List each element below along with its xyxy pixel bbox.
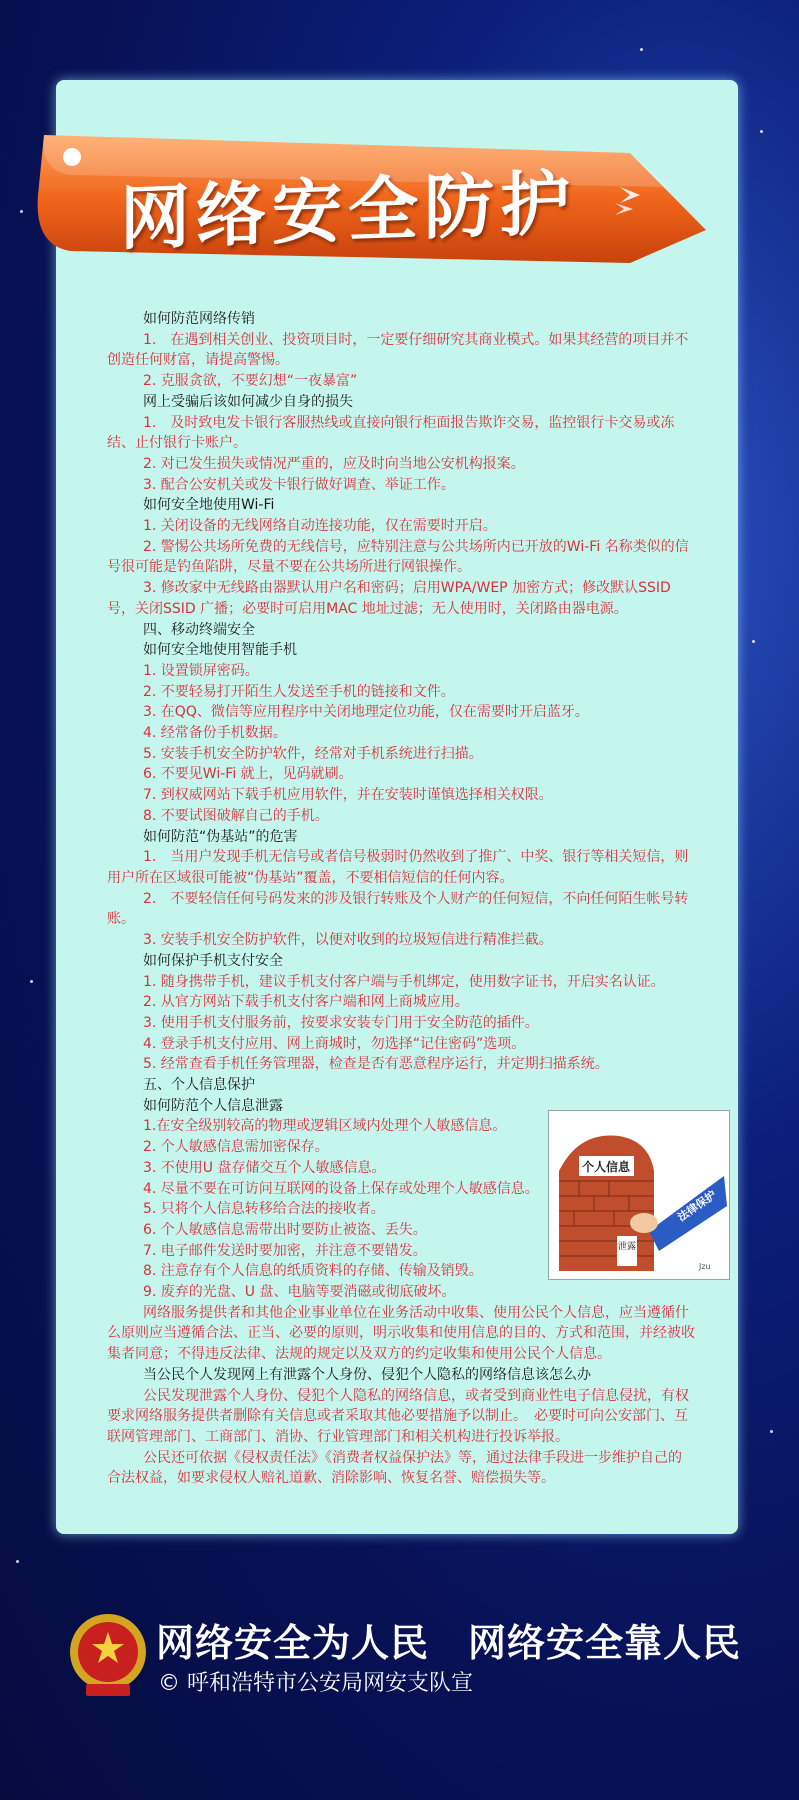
paragraph: 2. 从官方网站下载手机支付客户端和网上商城应用。 bbox=[143, 994, 469, 1011]
paragraph: 8. 不要试图破解自己的手机。 bbox=[143, 807, 329, 824]
paragraph: 3. 不使用U 盘存储交互个人敏感信息。 bbox=[143, 1159, 386, 1176]
section-heading: 如何保护手机支付安全 bbox=[143, 952, 283, 969]
section-heading: 五、个人信息保护 bbox=[143, 1077, 255, 1094]
paragraph: 2. 对已发生损失或情况严重的，应及时向当地公安机构报案。 bbox=[143, 455, 525, 472]
paragraph: 1. 设置锁屏密码。 bbox=[143, 662, 259, 679]
section-heading: 如何安全地使用智能手机 bbox=[143, 642, 297, 659]
paragraph: 3. 在QQ、微信等应用程序中关闭地理定位功能，仅在需要时开启蓝牙。 bbox=[143, 704, 589, 721]
section-heading: 网上受骗后该如何减少自身的损失 bbox=[143, 393, 353, 410]
article-body bbox=[107, 309, 695, 1489]
paragraph: 5. 安装手机安全防护软件，经常对手机系统进行扫描。 bbox=[143, 745, 483, 762]
paragraph: 公民发现泄露个人身份、侵犯个人隐私的网络信息，或者受到商业性电子信息侵扰，有权要求网络服务提供者删除有关信息或者采取其他必要措施予以制止。 必要时可向公安部门、互联网管理部门、工商部门、消协、行业管理部门和相关机构进行投诉举报。 bbox=[107, 1387, 689, 1445]
arm-label: 法律保护 bbox=[675, 1188, 719, 1225]
section-heading: 如何防范“伪基站”的危害 bbox=[143, 828, 298, 845]
section-heading: 如何防范个人信息泄露 bbox=[143, 1097, 283, 1114]
paragraph: 2. 不要轻易打开陌生人发送至手机的链接和文件。 bbox=[143, 683, 455, 700]
paragraph: 2. 警惕公共场所免费的无线信号，应特别注意与公共场所内已开放的Wi-Fi 名称类似的信号很可能是钓鱼陷阱，尽量不要在公共场所进行网银操作。 bbox=[107, 538, 689, 576]
paragraph: 1. 关闭设备的无线网络自动连接功能，仅在需要时开启。 bbox=[143, 518, 497, 535]
law-protection-illustration bbox=[548, 1110, 730, 1280]
paragraph: 5. 只将个人信息转移给合法的接收者。 bbox=[143, 1201, 385, 1218]
footer-slogan: 网络安全为人民 网络安全靠人民 bbox=[156, 1621, 742, 1665]
paragraph: 1. 随身携带手机，建议手机支付客户端与手机绑定，使用数字证书，开启实名认证。 bbox=[143, 973, 665, 990]
wall-label: 个人信息 bbox=[581, 1160, 631, 1174]
footer-organization: © 呼和浩特市公安局网安支队宣 bbox=[158, 1671, 473, 1696]
paragraph: 4. 登录手机支付应用、网上商城时，勿选择“记住密码”选项。 bbox=[143, 1035, 526, 1052]
paragraph: 1. 在遇到相关创业、投资项目时，一定要仔细研究其商业模式。如果其经营的项目并不创造任何财富，请提高警惕。 bbox=[107, 331, 689, 369]
paragraph: 4. 经常备份手机数据。 bbox=[143, 725, 287, 742]
leak-label: 泄露 bbox=[617, 1242, 637, 1252]
paragraph: 4. 尽量不要在可访问互联网的设备上保存或处理个人敏感信息。 bbox=[143, 1180, 539, 1197]
paragraph: 7. 到权威网站下载手机应用软件，并在安装时谨慎选择相关权限。 bbox=[143, 787, 553, 804]
paragraph: 3. 使用手机支付服务前，按要求安装专门用于安全防范的插件。 bbox=[143, 1014, 539, 1031]
section-heading: 如何安全地使用Wi-Fi bbox=[143, 497, 275, 514]
paragraph: 3. 配合公安机关或发卡银行做好调查、举证工作。 bbox=[143, 476, 455, 493]
paragraph: 1. 当用户发现手机无信号或者信号极弱时仍然收到了推广、中奖、银行等相关短信，则用户所在区域很可能被“伪基站”覆盖，不要相信短信的任何内容。 bbox=[107, 849, 689, 886]
paragraph: 8. 注意存有个人信息的纸质资料的存储、传输及销毁。 bbox=[143, 1263, 483, 1280]
paragraph: 5. 经常查看手机任务管理器，检查是否有恶意程序运行，并定期扫描系统。 bbox=[143, 1056, 609, 1073]
section-heading: 四、移动终端安全 bbox=[143, 621, 255, 638]
paragraph: 3. 修改家中无线路由器默认用户名和密码；启用WPA/WEP 加密方式；修改默认SSID 号，关闭SSID 广播；必要时可启用MAC 地址过滤；无人使用时，关闭路由器电源。 bbox=[107, 580, 671, 617]
artist-signature: Jzu bbox=[699, 1262, 711, 1271]
paragraph: 公民还可依据《侵权责任法》《消费者权益保护法》等，通过法律手段进一步维护自己的合法权益，如要求侵权人赔礼道歉、消除影响、恢复名誉、赔偿损失等。 bbox=[107, 1449, 682, 1487]
paragraph: 3. 安装手机安全防护软件，以便对收到的垃圾短信进行精准拦截。 bbox=[143, 932, 553, 949]
paragraph: 6. 个人敏感信息需带出时要防止被盗、丢失。 bbox=[143, 1221, 427, 1238]
paragraph: 网络服务提供者和其他企业事业单位在业务活动中收集、使用公民个人信息，应当遵循什么原则应当遵循合法、正当、必要的原则，明示收集和使用信息的目的、方式和范围，并经被收集者同意；不得违反法律、法规的规定以及双方的约定收集和使用公民个人信息。 bbox=[107, 1304, 695, 1363]
section-heading: 当公民个人发现网上有泄露个人身份、侵犯个人隐私的网络信息该怎么办 bbox=[143, 1366, 591, 1383]
paragraph: 2. 不要轻信任何号码发来的涉及银行转账及个人财产的任何短信，不向任何陌生帐号转账。 bbox=[107, 890, 689, 928]
paragraph: 2. 个人敏感信息需加密保存。 bbox=[143, 1139, 329, 1156]
paragraph: 1.在安全级别较高的物理或逻辑区域内处理个人敏感信息。 bbox=[143, 1118, 507, 1135]
page-title: 网络安全防护 bbox=[120, 162, 576, 260]
paragraph: 9. 废弃的光盘、U 盘、电脑等要消磁或彻底破坏。 bbox=[143, 1284, 456, 1301]
section-heading: 如何防范网络传销 bbox=[143, 311, 255, 327]
paragraph: 1. 及时致电发卡银行客服热线或直接向银行柜面报告欺诈交易，监控银行卡交易或冻结、止付银行卡账户。 bbox=[107, 414, 675, 452]
paragraph: 6. 不要见Wi-Fi 就上，见码就刷。 bbox=[143, 766, 353, 783]
paragraph: 2. 克服贪欲，不要幻想“一夜暴富” bbox=[143, 373, 358, 390]
title-banner bbox=[30, 125, 710, 275]
police-emblem-icon bbox=[66, 1610, 150, 1700]
paragraph: 7. 电子邮件发送时要加密，并注意不要错发。 bbox=[143, 1242, 427, 1259]
